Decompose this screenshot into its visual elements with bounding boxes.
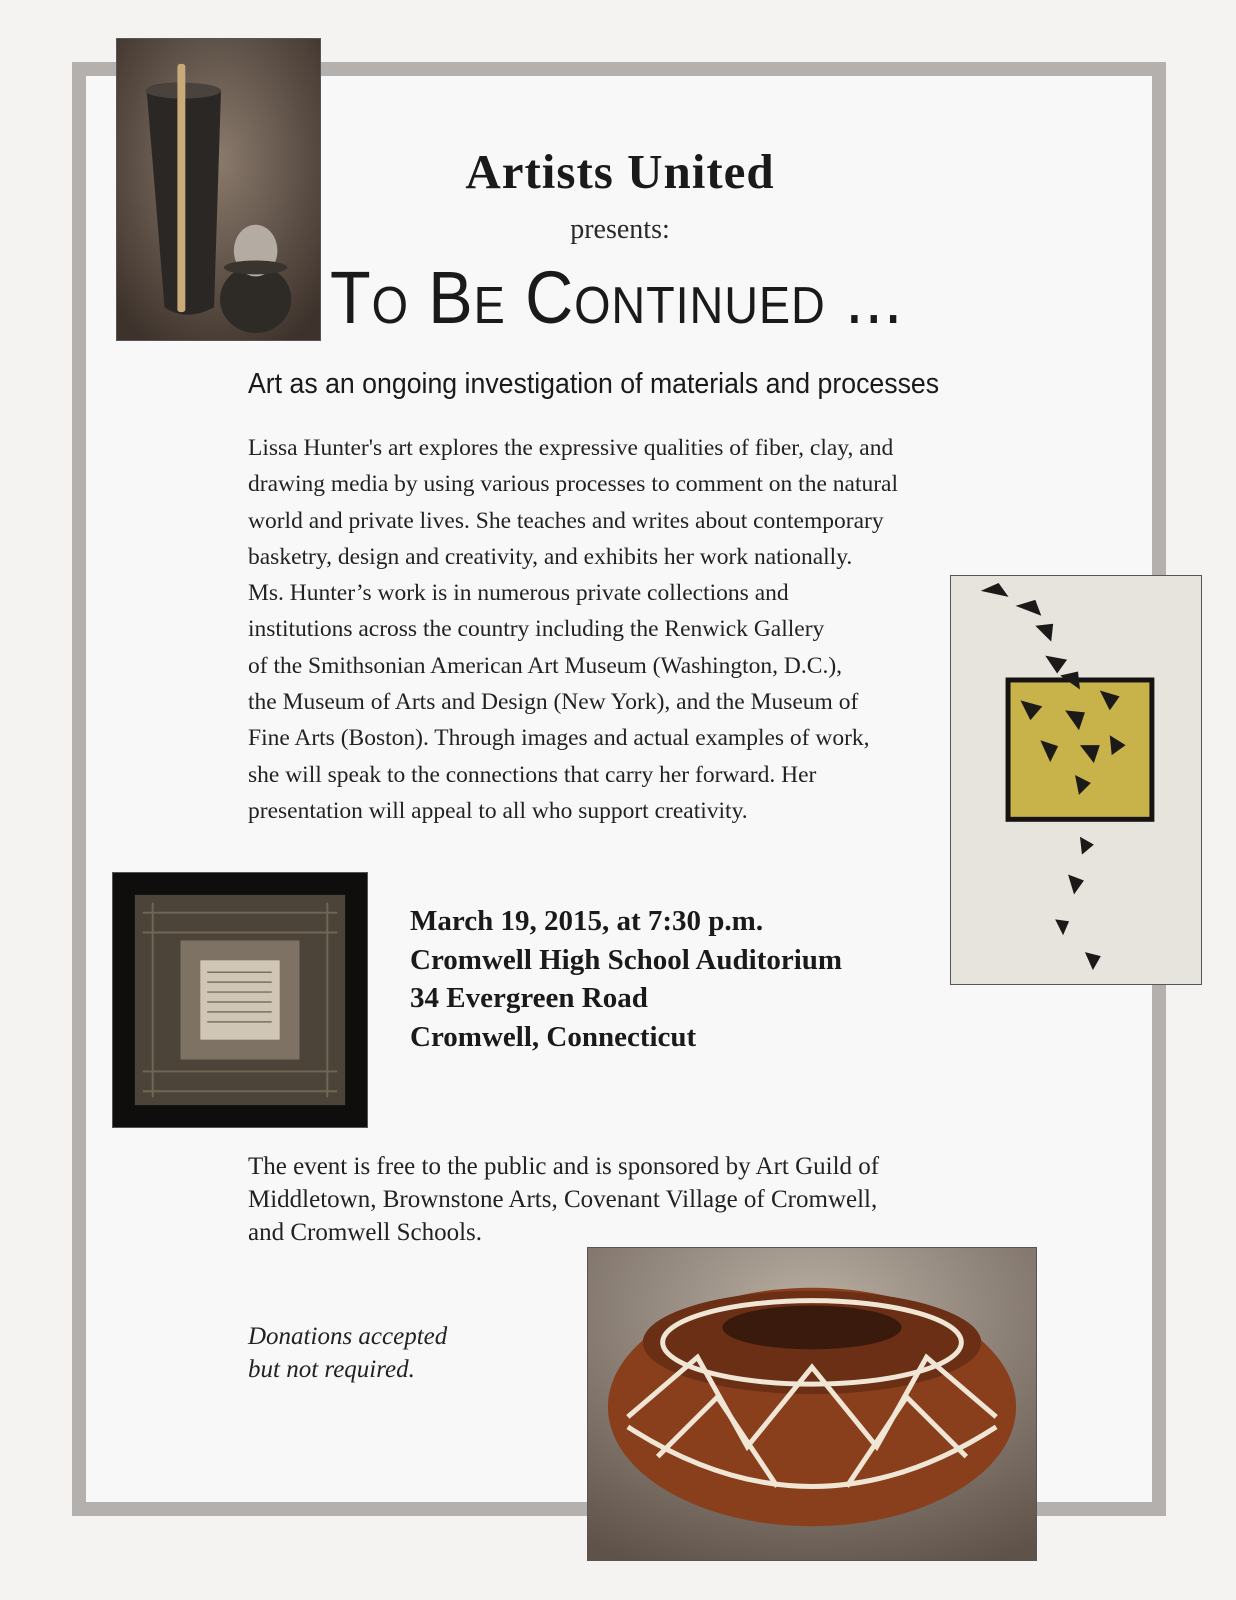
sponsor-text xyxy=(248,1150,879,1249)
presents-label: presents: xyxy=(570,214,670,245)
bio-line: Fine Arts (Boston). Through images and actual examples of work, xyxy=(248,725,870,752)
donation-line: but not required. xyxy=(248,1356,415,1383)
bio-line: the Museum of Arts and Design (New York), and the Museum of xyxy=(248,689,859,716)
sponsor-line: Middletown, Brownstone Arts, Covenant Village of Cromwell, xyxy=(248,1186,878,1213)
sponsor-line: The event is free to the public and is sponsored by Art Guild of xyxy=(248,1153,880,1180)
event-street: 34 Evergreen Road xyxy=(410,982,648,1014)
bio-line: basketry, design and creativity, and exhibits her work nationally. xyxy=(248,543,853,570)
round-basket-photo xyxy=(587,1247,1037,1561)
event-city: Cromwell, Connecticut xyxy=(410,1020,697,1053)
bio-line: she will speak to the connections that carry her forward. Her xyxy=(248,761,817,788)
event-subtitle: Art as an ongoing investigation of materials and processes xyxy=(248,368,940,400)
bio-line: drawing media by using various processes to comment on the natural xyxy=(248,471,899,498)
square-tile-photo xyxy=(112,872,368,1128)
ginkgo-artwork-photo xyxy=(950,575,1202,985)
bio-line: Lissa Hunter's art explores the expressive qualities of fiber, clay, and xyxy=(248,435,894,461)
organization-name: Artists United xyxy=(465,144,775,199)
bio-line: Ms. Hunter’s work is in numerous private collections and xyxy=(248,580,789,607)
sponsor-line: and Cromwell Schools. xyxy=(248,1219,483,1246)
bio-line: of the Smithsonian American Art Museum (Washington, D.C.), xyxy=(248,652,843,679)
bio-line: world and private lives. She teaches and writes about contemporary xyxy=(248,507,884,534)
event-title: To Be Continued ... xyxy=(330,256,904,339)
bio-line: presentation will appeal to all who support creativity. xyxy=(248,797,748,824)
event-venue: Cromwell High School Auditorium xyxy=(410,943,843,976)
vessels-photo xyxy=(116,38,321,341)
bio-line: institutions across the country including the Renwick Gallery xyxy=(248,616,825,643)
donation-line: Donations accepted xyxy=(248,1323,448,1350)
donation-note xyxy=(248,1320,447,1386)
artist-bio xyxy=(248,430,948,829)
event-datetime: March 19, 2015, at 7:30 p.m. xyxy=(410,905,764,937)
event-details xyxy=(410,902,842,1056)
